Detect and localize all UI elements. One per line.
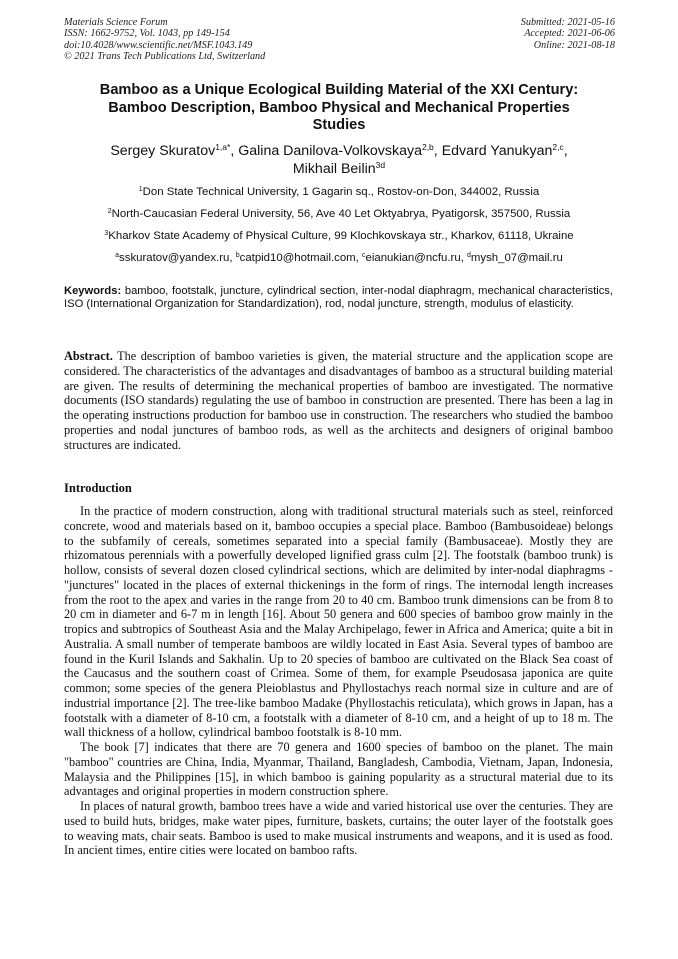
email-link[interactable]: eianukian@ncfu.ru, [365,252,467,264]
paragraph: In places of natural growth, bamboo trees have a wide and varied historical use over the centuries. They are used to build huts, bridges, make water pipes, furniture, baskets, curtains; the outer layer of the footstalk goes to weaving mats, chair seats. Bamboo is used to make musical instruments and weapons, and it is used as food. In ancient times, entire cities were located on bamboo rafts. [64,799,613,858]
email-mark: d [466,252,471,259]
journal-info [64,17,265,63]
author-name: Galina Danilova-Volkovskaya [238,143,422,159]
journal-doi: doi:10.4028/www.scientific.net/MSF.1043.149 [64,39,253,51]
date-online: Online: 2021-08-18 [533,39,615,51]
journal-name: Materials Science Forum [64,17,168,28]
introduction-body [64,504,613,858]
publication-dates [521,17,615,51]
email-mark: a [115,252,120,259]
email-mark: b [235,252,240,259]
author-emails [40,252,638,265]
abstract-label: Abstract. [64,349,113,363]
journal-copyright: © 2021 Trans Tech Publications Ltd, Switzerland [64,51,266,63]
author-name: Mikhail Beilin [292,161,376,177]
affiliation [40,186,638,199]
author-affiliation-mark: 2,b [421,142,434,152]
abstract-text: The description of bamboo varieties is given, the material structure and the application scope are considered. The characteristics of the advantages and disadvantages of bamboo as a structural building material are given. The results of determining the mechanical properties of bamboo are investigated. The normative documents (ISO standards) regulating the use of bamboo in construction are presented. There has been a lag in the operating instructions production for bamboo use in construction. The researchers who studied the bamboo properties and nodal junctures of bamboo rods, as well as the architects and designers of original bamboo structures are indicated. [64,349,613,452]
affiliation-text: Kharkov State Academy of Physical Culture, 99 Klochkovskaya str., Kharkov, 61118, Ukraine [108,230,574,242]
section-heading-introduction: Introduction [64,481,132,495]
email-link[interactable]: mysh_07@mail.ru [470,252,563,264]
affiliation-mark: 3 [104,230,109,237]
author-separator: , [230,143,239,159]
author-affiliation-mark: 2,c [552,142,564,152]
paragraph: In the practice of modern construction, along with traditional structural materials such as steel, reinforced concrete, wood and materials based on it, bamboo occupies a special place. Bamboo (Bambusoideae) belongs to the subfamily of cereals, sometimes separated into a special family (Bambusaceae). Mostly they are rhizomatous perennials with a powerfully developed lignified grass culm [2]. The footstalk (bamboo trunk) is hollow, consists of several dozen closed cylindrical sections, which are delimited by inter-nodal diaphragms - "junctures" located in the places of external thickenings in the form of rings. The internodal length increases from the root to the apex and varies in the range from 20 to 40 cm. Bamboo trunk dimensions can be from 8 to 20 cm in diameter and 6-7 m in length [16]. About 50 genera and 600 species of bamboo grow mainly in the tropics and subtropics of Southeast Asia and the Malay Archipelago, fewer in Africa and America; quite a bit in Australia. A small number of temperate bamboos are wildly located in East Asia. Several types of bamboo are found in the Kuril Islands and Sakhalin. Up to 20 species of bamboo are cultivated on the Black Sea coast of the Caucasus and the southern coast of Crimea. Some of them, for example Pseudosasa japonica are quite common; some species of the genera Pleioblastus and Phyllostachys reach normal size in culture and are of industrial importance [2]. The tree-like bamboo Madake (Phyllostachis reticulata), which grows in Japan, has a footstalk with a diameter of 8-10 cm, a footstalk with a diameter of 8-10 cm, and a height of up to 18 m. The wall thickness of a hollow, cylindrical bamboo footstalk is 8-10 mm. [64,504,613,740]
title-line: Bamboo Description, Bamboo Physical and Mechanical Properties [108,99,570,116]
author-name: Sergey Skuratov [110,143,216,159]
title-line: Studies [312,117,366,134]
affiliation [40,230,638,243]
journal-issn: ISSN: 1662-9752, Vol. 1043, pp 149-154 [64,28,230,40]
keywords [64,285,613,311]
date-accepted: Accepted: 2021-06-06 [524,28,615,40]
affiliation-text: North-Caucasian Federal University, 56, Ave 40 Let Oktyabrya, Pyatigorsk, 357500, Russia [111,208,571,220]
abstract [64,349,613,452]
author-separator: , [433,143,442,159]
author-affiliation-mark: 3d [375,160,386,170]
affiliation-mark: 2 [107,208,112,215]
paper-title [60,82,618,135]
author-affiliation-mark: 1,a* [215,142,231,152]
affiliation [40,208,638,221]
author-separator: , [563,143,568,159]
author-name: Edvard Yanukyan [441,143,553,159]
email-link[interactable]: catpid10@hotmail.com, [239,252,362,264]
email-link[interactable]: sskuratov@yandex.ru, [119,252,236,264]
email-mark: c [362,252,366,259]
paragraph: The book [7] indicates that there are 70 genera and 1600 species of bamboo on the planet. The main "bamboo" countries are China, India, Myanmar, Thailand, Bangladesh, Cambodia, Vietnam, Japan, Indonesia, Malaysia and the Philippines [15], in which bamboo is gaining popularity as a structural material due to its advantages and original properties in modern construction sphere. [64,740,613,799]
keywords-label: Keywords: [64,285,122,297]
author-list [60,142,618,178]
affiliation-text: Don State Technical University, 1 Gagarin sq., Rostov-on-Don, 344002, Russia [142,186,540,198]
affiliation-mark: 1 [138,186,143,193]
date-submitted: Submitted: 2021-05-16 [520,17,615,28]
title-line: Bamboo as a Unique Ecological Building Material of the XXI Century: [99,82,579,98]
keywords-text: bamboo, footstalk, juncture, cylindrical section, inter-nodal diaphragm, mechanical characteristics, ISO (International Organization for Standardization), rod, nodal juncture, strength, modulus of elasticity. [64,285,613,311]
